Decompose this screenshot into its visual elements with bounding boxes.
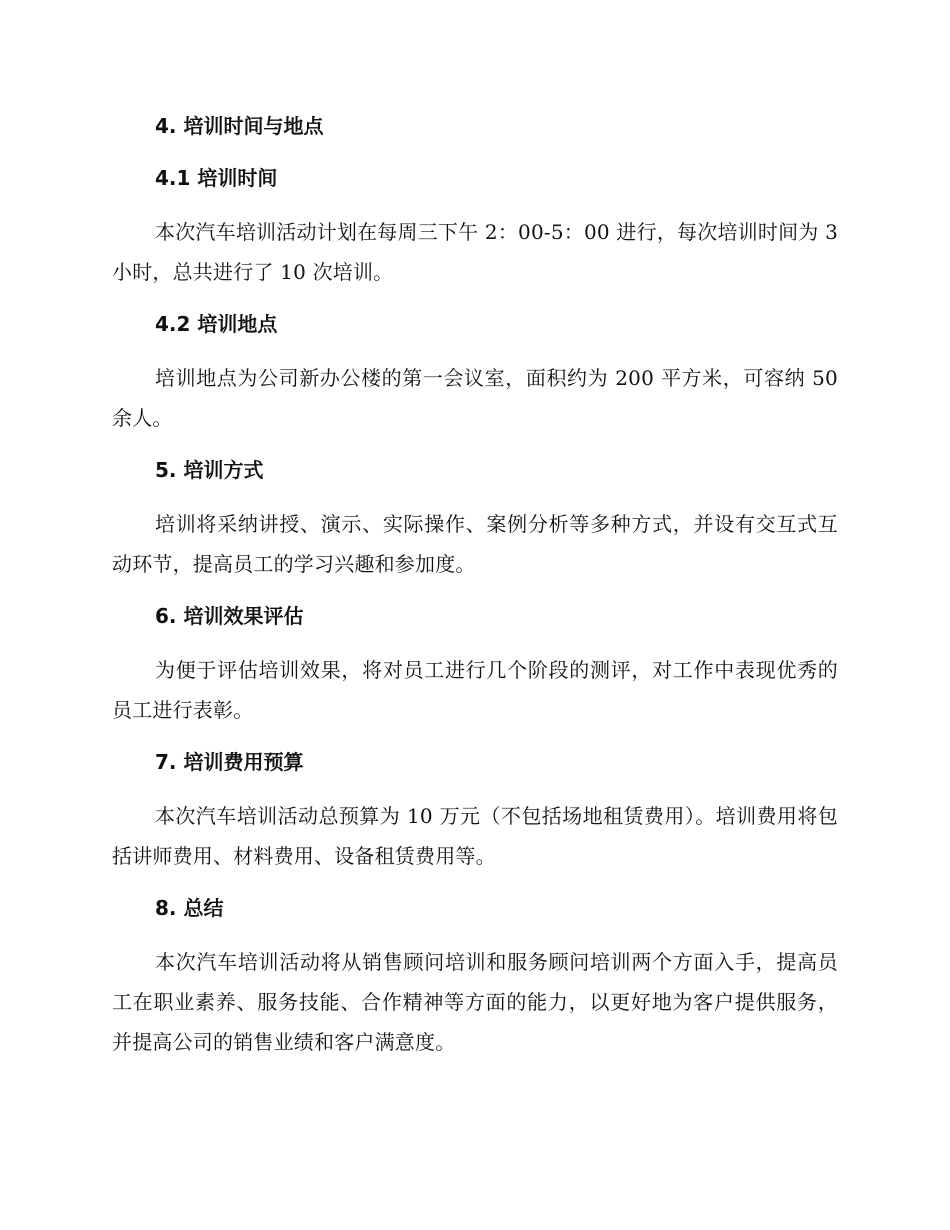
- section-text-6: 为便于评估培训效果，将对员工进行几个阶段的测评，对工作中表现优秀的员工进行表彰。: [112, 658, 838, 722]
- document-page: [112, 108, 838, 1076]
- section-text-4-1: 本次汽车培训活动计划在每周三下午 2：00-5：00 进行，每次培训时间为 3 小时，总共进行了 10 次培训。: [112, 220, 838, 284]
- section-heading-4-2: 4.2 培训地点: [155, 312, 278, 336]
- section-heading-5: 5. 培训方式: [155, 458, 264, 482]
- section-heading-8: 8. 总结: [155, 896, 224, 920]
- section-text-5: 培训将采纳讲授、演示、实际操作、案例分析等多种方式，并设有交互式互动环节，提高员工的学习兴趣和参加度。: [112, 512, 838, 576]
- section-heading-4: 4. 培训时间与地点: [155, 114, 324, 138]
- section-heading-6: 6. 培训效果评估: [155, 604, 304, 628]
- section-text-4-2: 培训地点为公司新办公楼的第一会议室，面积约为 200 平方米，可容纳 50 余人。: [112, 366, 838, 430]
- section-text-7: 本次汽车培训活动总预算为 10 万元（不包括场地租赁费用）。培训费用将包括讲师费用、材料费用、设备租赁费用等。: [112, 804, 838, 868]
- section-text-8: 本次汽车培训活动将从销售顾问培训和服务顾问培训两个方面入手，提高员工在职业素养、服务技能、合作精神等方面的能力，以更好地为客户提供服务，并提高公司的销售业绩和客户满意度。: [112, 950, 838, 1054]
- section-heading-4-1: 4.1 培训时间: [155, 166, 278, 190]
- section-heading-7: 7. 培训费用预算: [155, 750, 304, 774]
